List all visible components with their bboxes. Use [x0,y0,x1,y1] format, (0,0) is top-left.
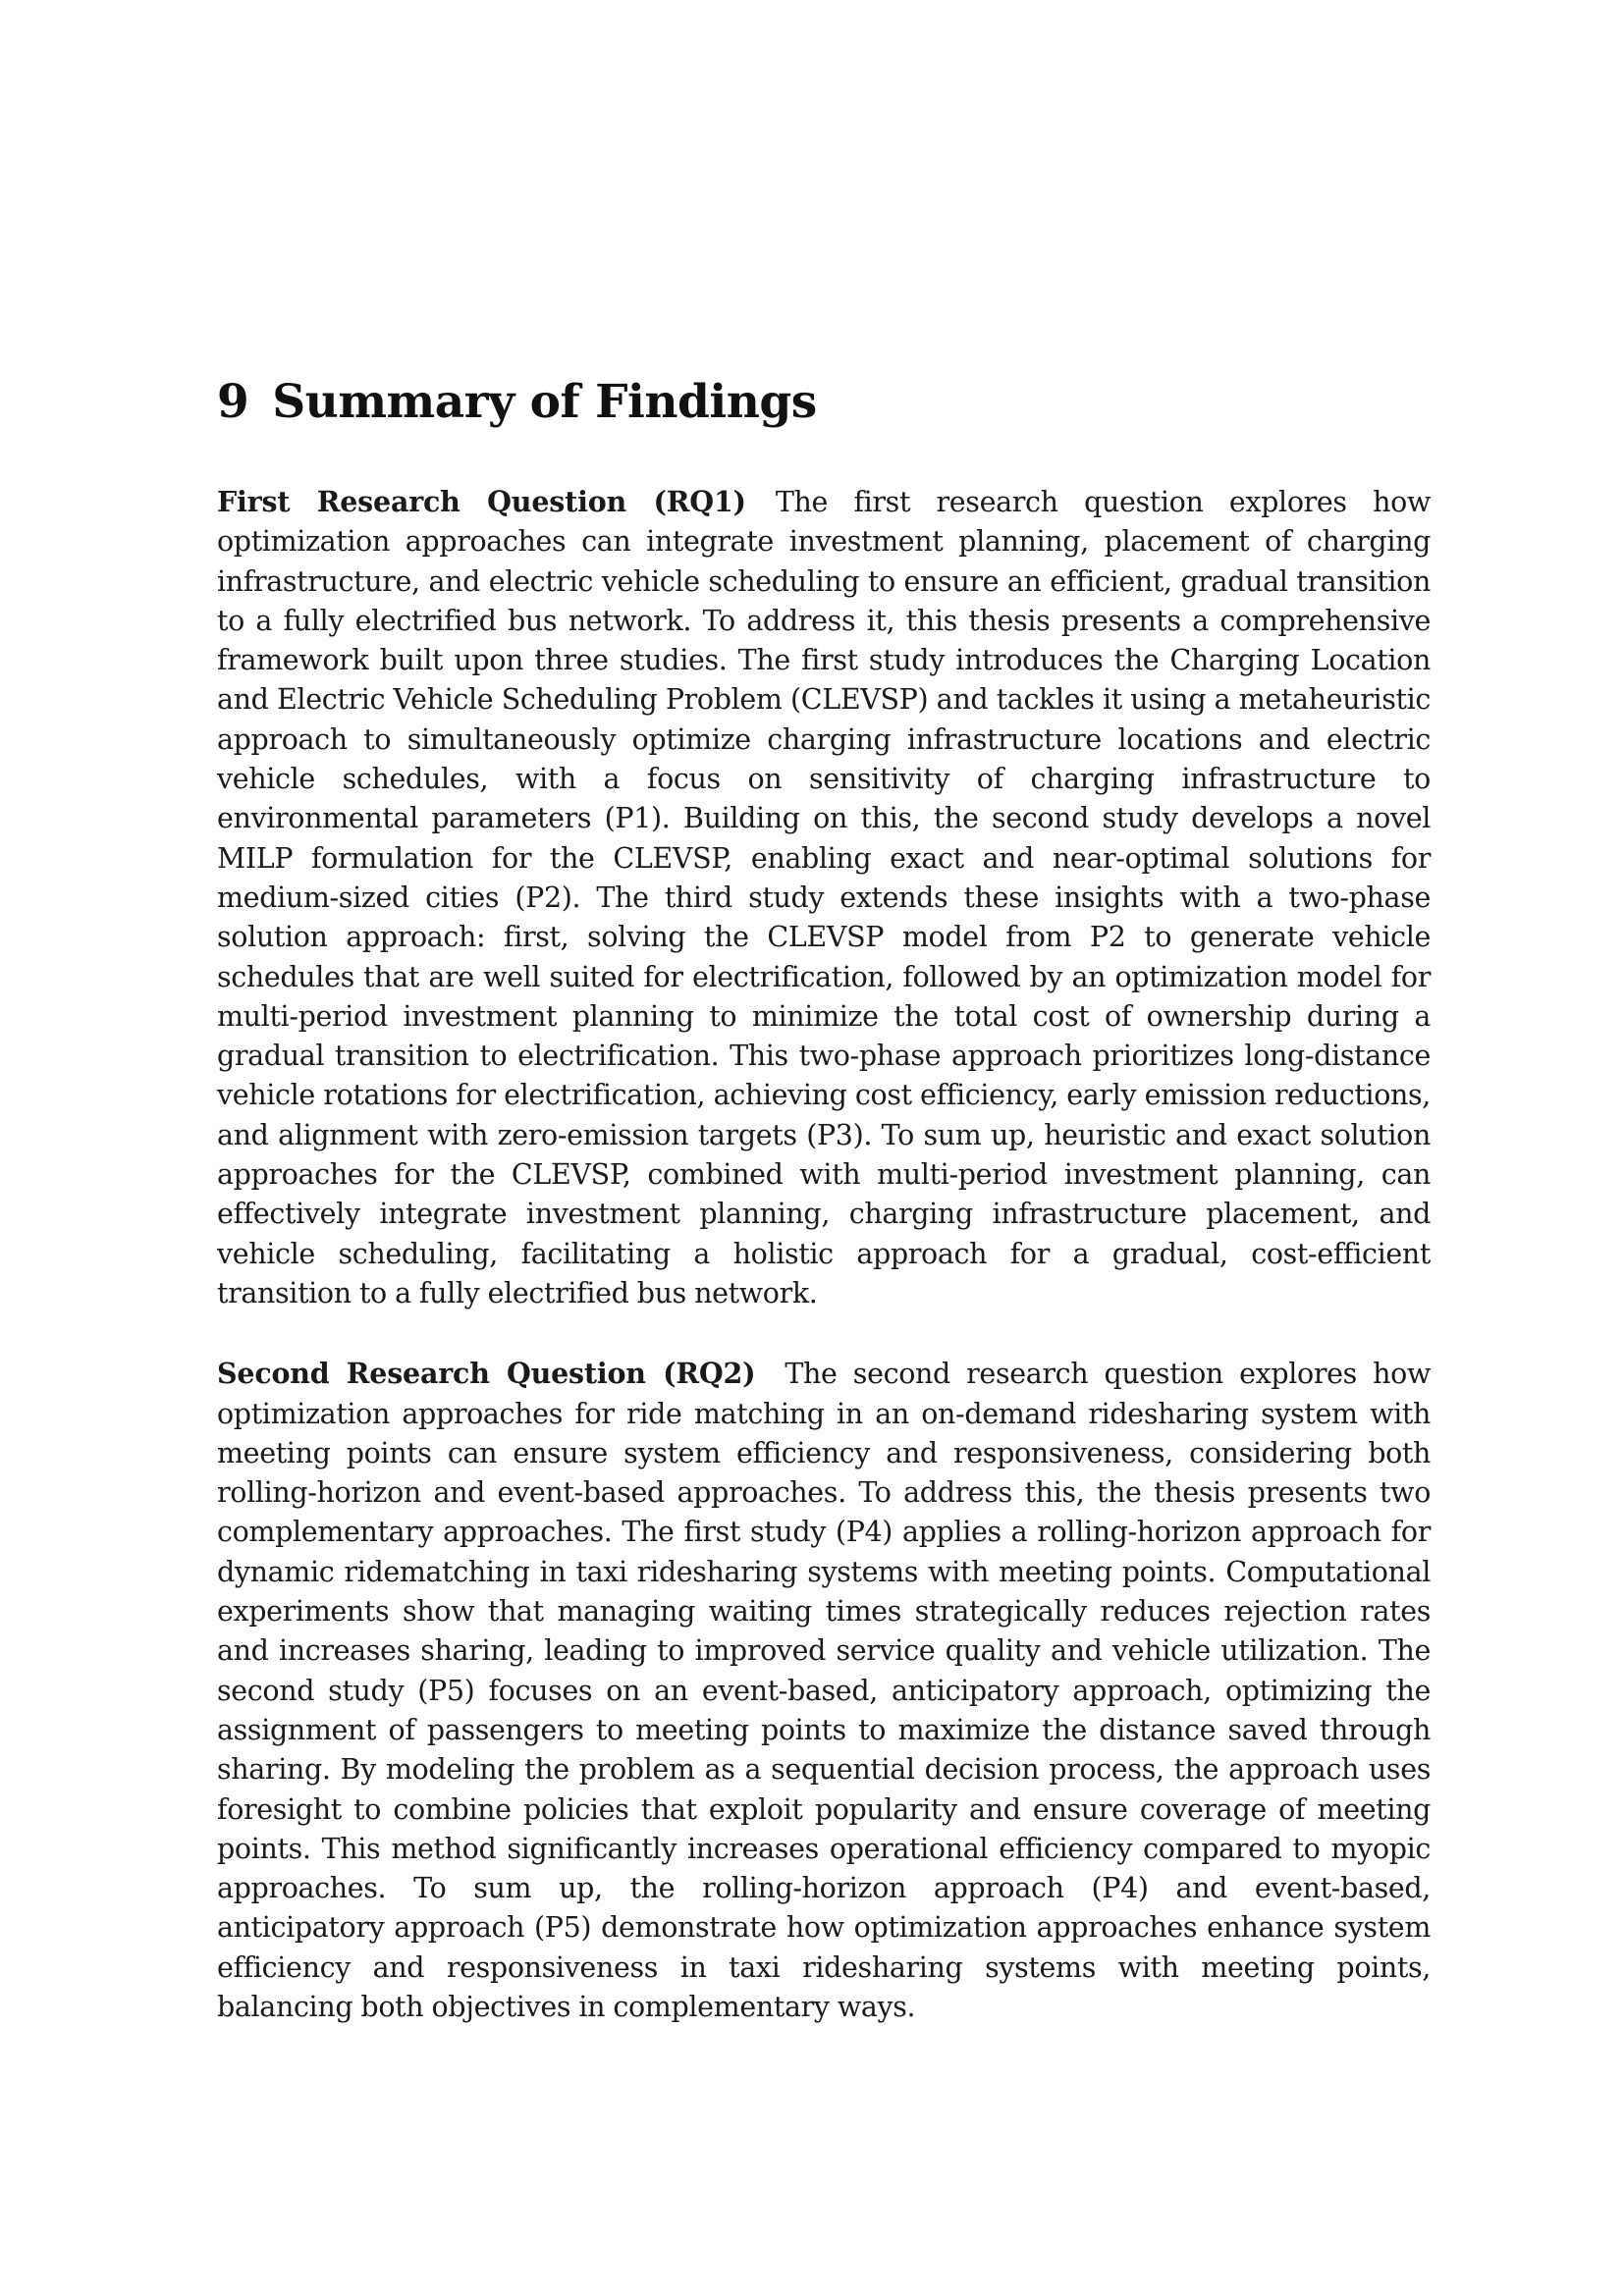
rq1-body: The first research question explores how optimization approaches can integrate investment planning, placement of charging infrastructure, and electric vehicle scheduling to ensure an efficient, gradual transition to a fully electrified bus network. To address it, this thesis presents a comprehensive framework built upon three studies. The first study introduces the Charging Location and Electric Vehicle Scheduling Problem (CLEVSP) and tackles it using a metaheuristic approach to simultaneously optimize charging infrastructure locations and electric vehicle schedules, with a focus on sensitivity of charging infrastructure to environmental parameters (P1). Building on this, the second study develops a novel MILP formulation for the CLEVSP, enabling exact and near-optimal solutions for medium-sized cities (P2). The third study extends these insights with a two-phase solution approach: first, solving the CLEVSP model from P2 to generate vehicle schedules that are well suited for electrification, followed by an optimization model for multi-period investment planning to minimize the total cost of ownership during a gradual transition to electrification. This two-phase approach prioritizes long-distance vehicle rotations for electrification, achieving cost efficiency, early emission reductions, and alignment with zero-emission targets (P3). To sum up, heuristic and exact solution approaches for the CLEVSP, combined with multi-period investment planning, can effectively integrate investment planning, charging infrastructure placement, and vehicle scheduling, facilitating a holistic approach for a gradual, cost-efficient transition to a fully electrified bus network. [217,486,1432,1309]
rq1-heading: First Research Question (RQ1) [217,485,746,518]
chapter-number: 9 [217,375,249,429]
rq1-paragraph [217,482,1431,1313]
rq2-body: The second research question explores how optimization approaches for ride matching in an on-demand ridesharing system with meeting points can ensure system efficiency and responsiveness, considering both rolling-horizon and event-based approaches. To address this, the thesis presents two complementary approaches. The first study (P4) applies a rolling-horizon approach for dynamic ridematching in taxi ridesharing systems with meeting points. Computational experiments show that managing waiting times strategically reduces rejection rates and increases sharing, leading to improved service quality and vehicle utilization. The second study (P5) focuses on an event-based, anticipatory approach, optimizing the assignment of passengers to meeting points to maximize the distance saved through sharing. By modeling the problem as a sequential decision process, the approach uses foresight to combine policies that exploit popularity and ensure coverage of meeting points. This method significantly increases operational efficiency compared to myopic approaches. To sum up, the rolling-horizon approach (P4) and event-based, anticipatory approach (P5) demonstrate how optimization approaches enhance system efficiency and responsiveness in taxi ridesharing systems with meeting points, balancing both objectives in complementary ways. [217,1358,1431,2023]
rq2-paragraph [217,1354,1431,2027]
chapter-title-text: Summary of Findings [272,375,817,429]
rq2-heading: Second Research Question (RQ2) [217,1357,756,1391]
page-content [217,373,1431,2027]
chapter-title [217,373,1431,432]
